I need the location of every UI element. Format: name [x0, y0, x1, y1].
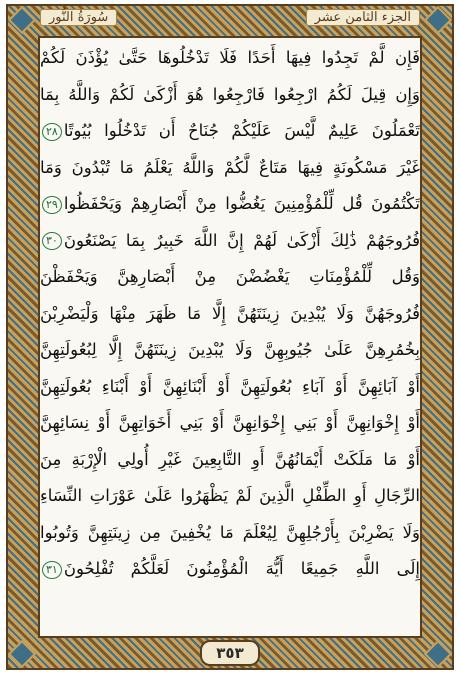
- verse-line: [40, 186, 420, 223]
- verse-line-text: أَوْ آبَائِهِنَّ أَوْ آبَاءِ بُعُولَتِهِنَّ أَوْ أَبْنَائِهِنَّ أَوْ أَبْنَاءِ بُعُولَتِهِنَّ: [40, 376, 420, 396]
- verse-line-text: تَعْمَلُونَ عَلِيمٌ لَّيْسَ عَلَيْكُمْ جُنَاحٌ أَن تَدْخُلُوا بُيُوتًا: [63, 121, 420, 140]
- verse-line: [40, 77, 420, 114]
- verse-line-text: تَكْتُمُونَ قُل لِّلْمُؤْمِنِينَ يَغُضُّوا مِنْ أَبْصَارِهِمْ وَيَحْفَظُوا: [63, 194, 420, 213]
- verse-line: [40, 259, 420, 296]
- verse-line: [40, 515, 420, 552]
- verse-line: [40, 296, 420, 333]
- verse-line: [40, 478, 420, 515]
- surah-label: سُورَةُ النُّور: [40, 9, 117, 26]
- verse-line-text: فَإِن لَّمْ تَجِدُوا فِيهَا أَحَدًا فَلَا تَدْخُلُوهَا حَتَّىٰ يُؤْذَنَ لَكُمْ: [40, 48, 420, 67]
- verse-line-text: فُرُوجَهُمْ ذَٰلِكَ أَزْكَىٰ لَهُمْ إِنَّ اللَّهَ خَبِيرٌ بِمَا يَصْنَعُونَ: [63, 230, 420, 250]
- verse-line: [40, 150, 420, 187]
- verse-line: [40, 369, 420, 406]
- verse-line-text: غَيْرَ مَسْكُونَةٍ فِيهَا مَتَاعٌ لَّكُمْ وَاللَّهُ يَعْلَمُ مَا تُبْدُونَ وَمَا: [40, 157, 420, 177]
- page-header: [40, 6, 420, 28]
- corner-ornament-icon: [424, 6, 452, 34]
- verse-line: [40, 442, 420, 479]
- verse-line-text: بِخُمُرِهِنَّ عَلَىٰ جُيُوبِهِنَّ وَلَا يُبْدِينَ زِينَتَهُنَّ إِلَّا لِبُعُولَتِهِنَّ: [40, 340, 420, 359]
- verse-line-text: وَإِن قِيلَ لَكُمُ ارْجِعُوا فَارْجِعُوا هُوَ أَزْكَىٰ لَكُمْ وَاللَّهُ بِمَا: [40, 84, 420, 104]
- page-footer: [0, 640, 460, 666]
- ayah-number-icon: ٣٠: [42, 232, 62, 250]
- ayah-number-icon: ٢٩: [42, 196, 62, 214]
- verse-line-text: الرِّجَالِ أَوِ الطِّفْلِ الَّذِينَ لَمْ يَظْهَرُوا عَلَىٰ عَوْرَاتِ النِّسَاءِ: [40, 486, 420, 505]
- verse-line: [40, 332, 420, 369]
- verse-line-text: فُرُوجَهُنَّ وَلَا يُبْدِينَ زِينَتَهُنَّ إِلَّا مَا ظَهَرَ مِنْهَا وَلْيَضْرِبْنَ: [40, 303, 420, 323]
- page-number: ٣٥٣: [200, 640, 259, 666]
- verse-line: [40, 551, 420, 588]
- ayah-number-icon: ٢٨: [42, 123, 62, 141]
- verse-line: [40, 405, 420, 442]
- verse-line: [40, 40, 420, 77]
- verse-line: [40, 113, 420, 150]
- corner-ornament-icon: [8, 6, 36, 34]
- verse-text-block: [40, 40, 420, 632]
- verse-line-text: إِلَى اللَّهِ جَمِيعًا أَيُّهَ الْمُؤْمِنُونَ لَعَلَّكُمْ تُفْلِحُونَ: [63, 559, 420, 578]
- verse-line: [40, 223, 420, 260]
- verse-line-text: أَوْ مَا مَلَكَتْ أَيْمَانُهُنَّ أَوِ التَّابِعِينَ غَيْرِ أُولِي الْإِرْبَةِ مِنَ: [40, 449, 420, 469]
- verse-line-text: أَوْ إِخْوَانِهِنَّ أَوْ بَنِي إِخْوَانِهِنَّ أَوْ بَنِي أَخَوَاتِهِنَّ أَوْ نِسَائِهِنَّ: [40, 413, 420, 432]
- juz-label: الجزء الثامن عشر: [306, 9, 420, 26]
- verse-line-text: وَقُل لِّلْمُؤْمِنَاتِ يَغْضُضْنَ مِنْ أَبْصَارِهِنَّ وَيَحْفَظْنَ: [40, 267, 420, 286]
- verse-line-text: وَلَا يَضْرِبْنَ بِأَرْجُلِهِنَّ لِيُعْلَمَ مَا يُخْفِينَ مِن زِينَتِهِنَّ وَتُوبُوا: [40, 522, 420, 542]
- ayah-number-icon: ٣١: [42, 561, 62, 579]
